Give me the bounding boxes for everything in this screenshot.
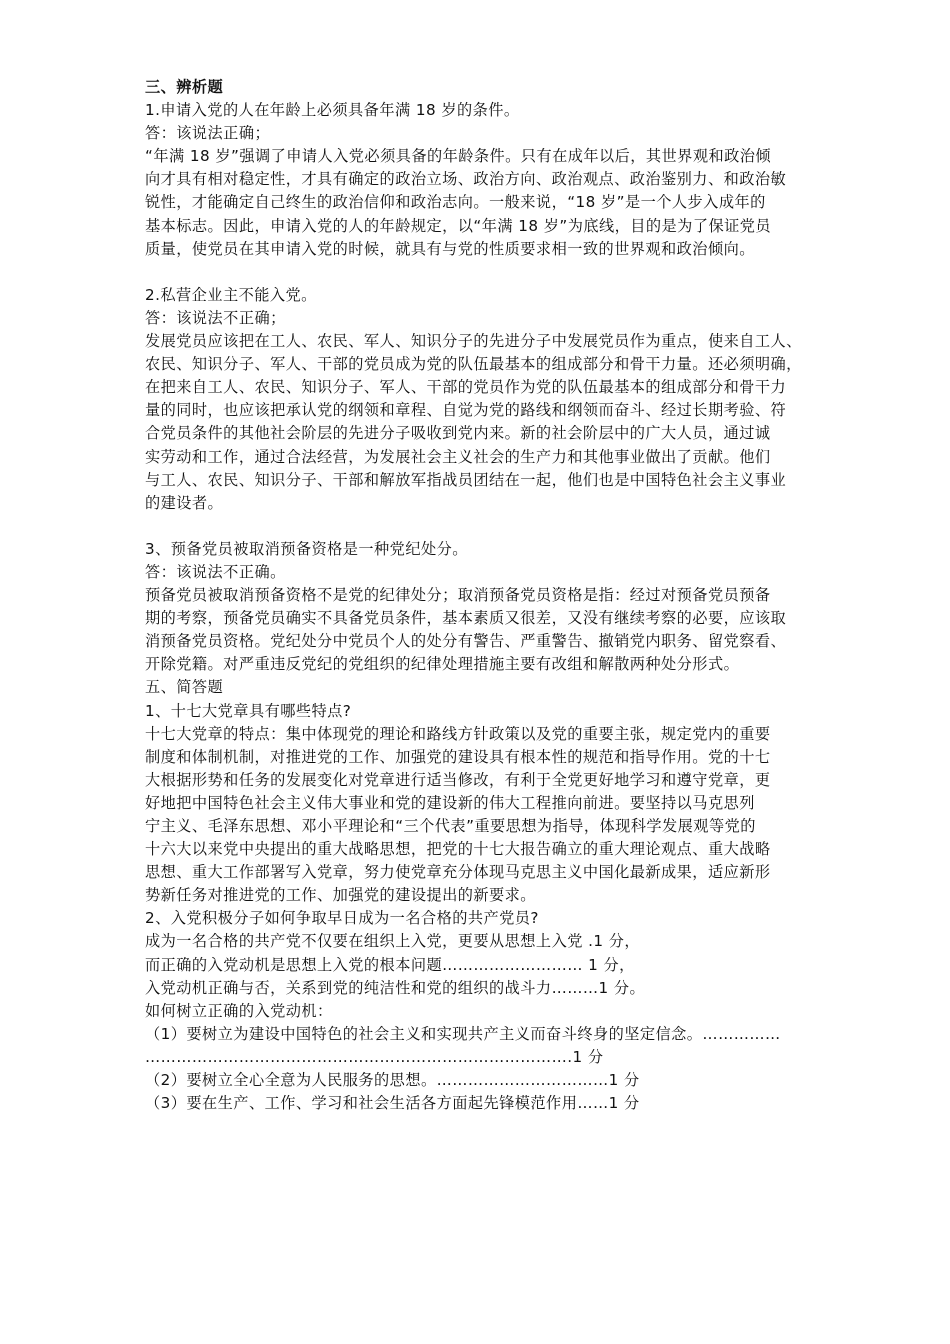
s2-title: 2、入党积极分子如何争取早日成为一名合格的共产党员?: [145, 909, 539, 928]
s2-body-line: 成为一名合格的共产党不仅要在组织上入党，更要从思想上入党 .1 分，: [145, 932, 641, 951]
document-page: [145, 76, 825, 1115]
q2-body-line: 在把来自工人、农民、知识分子、军人、干部的党员作为党的队伍最基本的组成部分和骨干力: [145, 378, 787, 397]
section-three-heading: 三、辨析题: [145, 78, 224, 96]
q3-title: 3、预备党员被取消预备资格是一种党纪处分。: [145, 539, 468, 558]
q1-body-line: “年满 18 岁”强调了申请人入党必须具备的年龄条件。只有在成年以后，其世界观和政治倾: [145, 147, 772, 166]
s1-body-line: 势新任务对推进党的工作、加强党的建设提出的新要求。: [145, 886, 536, 905]
s1-body-line: 好地把中国特色社会主义伟大事业和党的建设新的伟大工程推向前进。要坚持以马克思列: [145, 793, 755, 812]
s2-body-line: （3）要在生产、工作、学习和社会生活各方面起先锋模范作用……1 分: [145, 1094, 640, 1113]
s2-body-line: （1）要树立为建设中国特色的社会主义和实现共产主义而奋斗终身的坚定信念。……………: [145, 1024, 781, 1043]
q1-body-line: 向才具有相对稳定性，才具有确定的政治立场、政治方向、政治观点、政治鉴别力、和政治敏: [145, 170, 787, 189]
q2-title: 2.私营企业主不能入党。: [145, 285, 317, 304]
section-five-heading: 五、简答题: [145, 678, 224, 697]
s1-body-line: 十六大以来党中央提出的重大战略思想，把党的十七大报告确立的重大理论观点、重大战略: [145, 840, 771, 859]
q1-body-line: 质量，使党员在其申请入党的时候，就具有与党的性质要求相一致的世界观和政治倾向。: [145, 239, 755, 258]
q1-body-line: 锐性，才能确定自己终生的政治信仰和政治志向。一般来说，“18 岁”是一个人步入成年的: [145, 193, 766, 212]
q1-body-line: 基本标志。因此，申请入党的人的年龄规定，以“年满 18 岁”为底线，目的是为了保证党员: [145, 216, 772, 235]
s2-body-line: （2）要树立全心全意为人民服务的思想。……………………………1 分: [145, 1071, 640, 1090]
q2-body-line: 农民、知识分子、军人、干部的党员成为党的队伍最基本的组成部分和骨干力量。还必须明确，: [145, 355, 802, 374]
q2-body-line: 实劳动和工作，通过合法经营，为发展社会主义社会的生产力和其他事业做出了贡献。他们: [145, 447, 771, 466]
q2-body-line: 发展党员应该把在工人、农民、军人、知识分子的先进分子中发展党员作为重点，使来自工人、: [145, 332, 802, 351]
q2-answer: 答：该说法不正确；: [145, 308, 286, 327]
paragraph-spacer: [145, 515, 825, 538]
q1-answer: 答：该说法正确；: [145, 124, 271, 143]
s2-body-line: ……………………………………………………………………….1 分: [145, 1047, 604, 1066]
q3-body-line: 预备党员被取消预备资格不是党的纪律处分；取消预备党员资格是指：经过对预备党员预备: [145, 586, 771, 605]
s1-body-line: 宁主义、毛泽东思想、邓小平理论和“三个代表”重要思想为指导，体现科学发展观等党的: [145, 817, 756, 835]
s1-body-line: 制度和体制机制，对推进党的工作、加强党的建设具有根本性的规范和指导作用。党的十七: [145, 747, 771, 766]
q2-body-line: 量的同时，也应该把承认党的纲领和章程、自觉为党的路线和纲领而奋斗、经过长期考验、符: [145, 401, 787, 420]
q3-body-line: 开除党籍。对严重违反党纪的党组织的纪律处理措施主要有改组和解散两种处分形式。: [145, 655, 740, 674]
q2-body-line: 与工人、农民、知识分子、干部和解放军指战员团结在一起，他们也是中国特色社会主义事业: [145, 470, 787, 489]
s2-body-line: 入党动机正确与否，关系到党的纯洁性和党的组织的战斗力………1 分。: [145, 978, 646, 997]
q2-body-line: 合党员条件的其他社会阶层的先进分子吸收到党内来。新的社会阶层中的广大人员，通过诚: [145, 424, 771, 443]
s2-body-line: 而正确的入党动机是思想上入党的根本问题……………………… 1 分，: [145, 955, 635, 974]
paragraph-spacer: [145, 261, 825, 284]
s1-body-line: 十七大党章的特点：集中体现党的理论和路线方针政策以及党的重要主张，规定党内的重要: [145, 724, 771, 743]
s1-title: 1、十七大党章具有哪些特点?: [145, 701, 352, 720]
s1-body-line: 大根据形势和任务的发展变化对党章进行适当修改，有利于全党更好地学习和遵守党章，更: [145, 770, 771, 789]
s2-body-line: 如何树立正确的入党动机：: [145, 1001, 333, 1020]
q2-body-line: 的建设者。: [145, 493, 224, 512]
q1-title: 1.申请入党的人在年龄上必须具备年满 18 岁的条件。: [145, 101, 520, 120]
q3-body-line: 期的考察，预备党员确实不具备党员条件，基本素质又很差，又没有继续考察的必要，应该取: [145, 609, 787, 628]
q3-answer: 答：该说法不正确。: [145, 562, 286, 581]
s1-body-line: 思想、重大工作部署写入党章，努力使党章充分体现马克思主义中国化最新成果，适应新形: [145, 863, 771, 882]
q3-body-line: 消预备党员资格。党纪处分中党员个人的处分有警告、严重警告、撤销党内职务、留党察看、: [145, 632, 787, 651]
